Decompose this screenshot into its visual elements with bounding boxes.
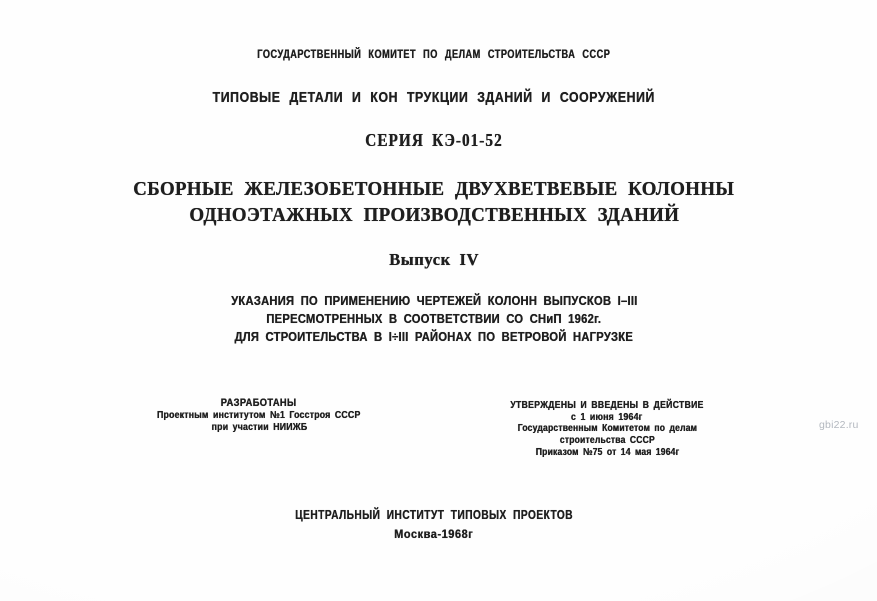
approved-by-line3-text: строительства СССР	[559, 435, 655, 447]
series-code-text: СЕРИЯ КЭ-01-52	[365, 130, 503, 150]
publisher-text: ЦЕНТРАЛЬНЫЙ ИНСТИТУТ ТИПОВЫХ ПРОЕКТОВ	[295, 507, 573, 522]
approved-by-line1-text: с 1 июня 1964г	[571, 411, 643, 423]
site-watermark: gbi22.ru	[819, 419, 859, 431]
series-heading-text: ТИПОВЫЕ ДЕТАЛИ И КОН ТРУКЦИИ ЗДАНИЙ И СООРУЖЕНИЙ	[212, 89, 656, 106]
state-committee-text: ГОСУДАРСТВЕННЫЙ КОМИТЕТ ПО ДЕЛАМ СТРОИТЕЛЬСТВА СССР	[257, 49, 611, 61]
approved-by-line2	[468, 423, 746, 435]
approved-by-title-text: УТВЕРЖДЕНЫ И ВВЕДЕНЫ В ДЕЙСТВИЕ	[510, 399, 704, 411]
developed-by-title-text: РАЗРАБОТАНЫ	[221, 397, 297, 409]
developed-by-line1	[129, 410, 389, 422]
main-title	[0, 176, 868, 228]
city-year-text: Москва-1968г	[394, 529, 474, 541]
subtitle-line1: УКАЗАНИЯ ПО ПРИМЕНЕНИЮ ЧЕРТЕЖЕЙ КОЛОНН ВЫПУСКОВ I–III	[230, 293, 638, 308]
series-code-line	[0, 130, 868, 151]
issue-number-text: Выпуск IV	[389, 250, 479, 269]
city-year-line	[0, 529, 868, 541]
issue-number-line	[0, 250, 868, 270]
approved-by-line4-text: Приказом №75 от 14 мая 1964г	[535, 446, 679, 458]
subtitle-block	[0, 292, 868, 345]
publisher-line	[0, 507, 868, 522]
approved-by-line2-text: Государственным Комитетом по делам	[517, 423, 697, 435]
main-title-line1: СБОРНЫЕ ЖЕЛЕЗОБЕТОННЫЕ ДВУХВЕТВЕВЫЕ КОЛОННЫ	[133, 178, 735, 200]
approved-by-line3	[468, 435, 746, 447]
state-committee-line	[0, 49, 868, 61]
developed-by-line2	[129, 422, 389, 434]
subtitle-line3: ДЛЯ СТРОИТЕЛЬСТВА В I÷III РАЙОНАХ ПО ВЕТРОВОЙ НАГРУЗКЕ	[234, 328, 634, 344]
approved-by-line1	[468, 412, 746, 424]
approved-by-block	[468, 399, 746, 459]
approved-by-title	[468, 399, 746, 412]
subtitle-line2: ПЕРЕСМОТРЕННЫХ В СООТВЕТСТВИИ СО СНиП 1962г.	[266, 310, 602, 326]
main-title-line2: ОДНОЭТАЖНЫХ ПРОИЗВОДСТВЕННЫХ ЗДАНИЙ	[189, 204, 679, 226]
developed-by-block	[129, 397, 389, 434]
developed-by-line2-text: при участии НИИЖБ	[211, 421, 307, 433]
approved-by-line4	[468, 447, 746, 459]
developed-by-line1-text: Проектным институтом №1 Госстроя СССР	[157, 410, 361, 421]
series-heading-line	[0, 89, 868, 106]
developed-by-title	[129, 397, 389, 410]
